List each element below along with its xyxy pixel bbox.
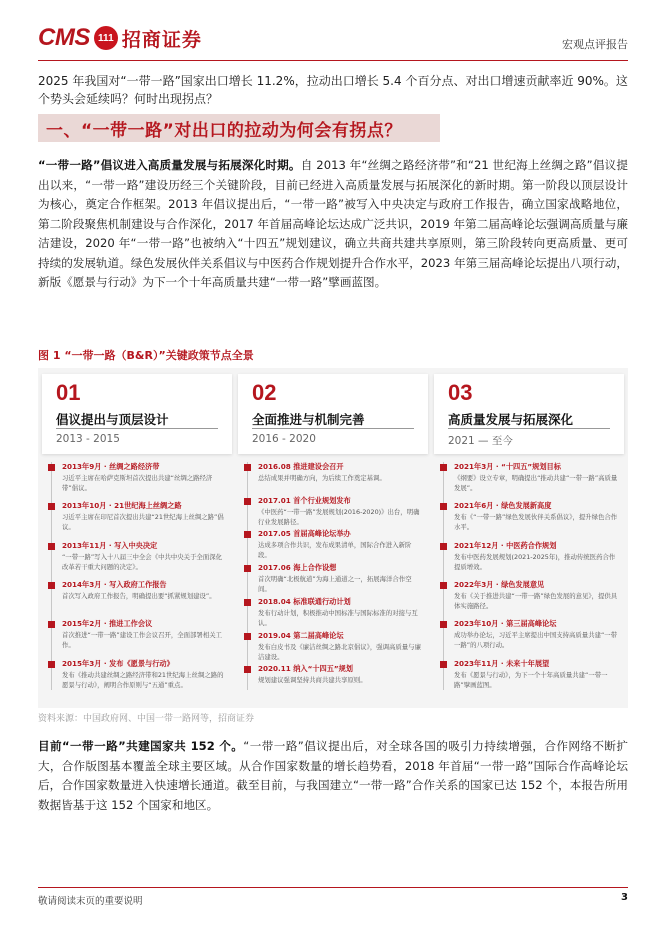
- event-heading: 2013年11月 · 写入中央决定: [62, 541, 158, 550]
- body-paragraph-2: [38, 737, 628, 815]
- logo-badge-icon: 111: [94, 26, 118, 50]
- phase-years: 2021 — 至今: [448, 435, 513, 447]
- timeline-marker-icon: [48, 464, 55, 471]
- event-heading: 2023年10月 · 第三届高峰论坛: [454, 619, 557, 628]
- event-description: 发布行动计划，积极推动中国标准与国际标准的对接与互认。: [258, 609, 418, 627]
- event-heading: 2013年10月 · 21世纪海上丝绸之路: [62, 501, 182, 510]
- timeline-event: [238, 597, 428, 631]
- event-heading: 2021年12月 · 中医药合作规划: [454, 541, 557, 550]
- event-heading: 2021年3月 · “十四五”规划目标: [454, 462, 561, 471]
- event-heading: 2018.04 标准联通行动计划: [258, 597, 351, 606]
- event-heading: 2016.08 推进建设会召开: [258, 462, 344, 471]
- event-description: 发布《“一带一路”绿色发展伙伴关系倡议》，提升绿色合作水平。: [454, 513, 618, 531]
- phase-card-2: [238, 374, 428, 454]
- timeline-marker-icon: [244, 531, 251, 538]
- timeline-event: [434, 580, 624, 619]
- phase-divider: [448, 428, 610, 429]
- timeline-event: [42, 462, 232, 501]
- timeline-event: [434, 462, 624, 501]
- page-number: 3: [621, 892, 628, 903]
- phase-number: 01: [56, 380, 81, 405]
- phase-2-timeline: [238, 462, 428, 702]
- timeline-marker-icon: [244, 633, 251, 640]
- phase-divider: [252, 428, 414, 429]
- event-heading: 2019.04 第二届高峰论坛: [258, 631, 344, 640]
- timeline-event: [42, 580, 232, 619]
- event-heading: 2017.01 首个行业规划发布: [258, 496, 351, 505]
- figure-title: 图 1 “一带一路（B&R）”关键政策节点全景: [38, 349, 254, 362]
- event-heading: 2017.05 首届高峰论坛举办: [258, 529, 351, 538]
- event-description: 总结成果并明确方向，为后续工作奠定基调。: [258, 474, 386, 482]
- phase-card-1: [42, 374, 232, 454]
- event-description: 发布中医药发展规划(2021-2025年)，推动传统医药合作提质增效。: [454, 553, 616, 571]
- timeline-marker-icon: [244, 498, 251, 505]
- event-heading: 2020.11 纳入“十四五”规划: [258, 664, 353, 673]
- timeline-event: [434, 541, 624, 580]
- timeline-event: [434, 619, 624, 658]
- timeline-marker-icon: [440, 503, 447, 510]
- timeline-event: [238, 496, 428, 530]
- section-title: 一、“一带一路”对出口的拉动为何会有拐点？: [46, 120, 402, 141]
- event-description: 发布《关于推进共建“一带一路”绿色发展的意见》，提供具体实施路径。: [454, 592, 618, 610]
- phase-3-timeline: [434, 462, 624, 702]
- event-description: 成功举办论坛，习近平主席提出中国支持高质量共建“一带一路”的八项行动。: [454, 631, 618, 649]
- event-description: 发布《推动共建丝绸之路经济带和21世纪海上丝绸之路的愿景与行动》，阐明合作原则与“五通”重点。: [62, 671, 224, 689]
- phase-1-timeline: [42, 462, 232, 702]
- phase-years: 2016 - 2020: [252, 433, 316, 445]
- event-description: 首次明确“北极航道”为海上通道之一，拓展海洋合作空间。: [258, 575, 412, 593]
- paragraph-2-body: “一带一路”倡议提出后，对全球各国的吸引力持续增强，合作网络不断扩大，合作版图基本覆盖全球主要区域。从合作国家数量的增长趋势看，2018 年首届“一带一路”国际合作高峰论坛后，合作国家数量进入快速增长通道。截至目前，与我国建立“一带一路”合作关系的国家已达 152 个，本报告所用数据皆基于这 152 个国家和地区。: [38, 739, 629, 812]
- event-heading: 2015年3月 · 发布《愿景与行动》: [62, 659, 174, 668]
- phase-divider: [56, 428, 218, 429]
- timeline-marker-icon: [48, 621, 55, 628]
- timeline-marker-icon: [440, 621, 447, 628]
- footer-divider: [38, 887, 628, 888]
- event-description: 发布《愿景与行动》，为下一个十年高质量共建“一带一路”擘画蓝图。: [454, 671, 608, 689]
- timeline-marker-icon: [48, 543, 55, 550]
- event-heading: 2017.06 海上合作设想: [258, 563, 337, 572]
- event-heading: 2014年3月 · 写入政府工作报告: [62, 580, 167, 589]
- page-header: [38, 22, 628, 56]
- company-name: 招商证券: [121, 28, 202, 51]
- phase-years: 2013 - 2015: [56, 433, 120, 445]
- timeline-marker-icon: [48, 582, 55, 589]
- paragraph-1-body: 自 2013 年“丝绸之路经济带”和“21 世纪海上丝绸之路”倡议提出以来，“一带一路”建设历经三个关键阶段，目前已经进入高质量发展与拓展深化的新时期。第一阶段以顶层设计为核心，奠定合作框架。2013 年倡议提出后，“一带一路”被写入中央决定与政府工作报告，确立国家战略地位，第二阶段聚焦机制建设与合作深化，2017 年首届高峰论坛达成广泛共识，2019 年第二届高峰论坛强调高质量与廉洁建设，2020 年“一带一路”也被纳入“十四五”规划建议，确立共商共建共享原则，第三阶段转向更高质量、更可持续的发展轨道。绿色发展伙伴关系倡议与中医药合作规划提升合作水平，2023 年第三届高峰论坛提出八项行动，新版《愿景与行动》为下一个十年高质量共建“一带一路”擘画蓝图。: [38, 158, 628, 289]
- phase-card-3: [434, 374, 624, 454]
- timeline-marker-icon: [244, 565, 251, 572]
- event-description: 习近平主席在哈萨克斯坦首次提出共建“丝绸之路经济带”倡议。: [62, 474, 213, 492]
- timeline-event: [434, 501, 624, 540]
- timeline-event: [434, 659, 624, 698]
- event-heading: 2023年11月 · 未来十年展望: [454, 659, 550, 668]
- timeline-event: [238, 529, 428, 563]
- timeline-marker-icon: [244, 599, 251, 606]
- timeline-marker-icon: [440, 464, 447, 471]
- paragraph-2-lead: 目前“一带一路”共建国家共 152 个。: [38, 739, 244, 753]
- paragraph-1-lead: “一带一路”倡议进入高质量发展与拓展深化时期。: [38, 158, 301, 172]
- timeline-marker-icon: [244, 666, 251, 673]
- policy-timeline-figure: [38, 368, 628, 708]
- event-heading: 2015年2月 · 推进工作会议: [62, 619, 153, 628]
- company-logo: [38, 24, 202, 52]
- event-description: “一带一路”写入十八届三中全会《中共中央关于全面深化改革若干重大问题的决定》。: [62, 553, 222, 571]
- timeline-marker-icon: [48, 503, 55, 510]
- timeline-event: [238, 563, 428, 597]
- event-heading: 2022年3月 · 绿色发展意见: [454, 580, 545, 589]
- timeline-event: [42, 541, 232, 580]
- section-heading-bar: [38, 114, 440, 142]
- phase-title: 高质量发展与拓展深化: [448, 412, 574, 427]
- timeline-event: [238, 664, 428, 698]
- phase-number: 03: [448, 380, 473, 405]
- timeline-marker-icon: [440, 582, 447, 589]
- event-heading: 2013年9月 · 丝绸之路经济带: [62, 462, 160, 471]
- intro-paragraph: 2025 年我国对“一带一路”国家出口增长 11.2%，拉动出口增长 5.4 个百分点、对出口增速贡献率近 90%。这个势头会延续吗？何时出现拐点？: [38, 74, 628, 106]
- event-description: 《中医药“一带一路”发展规划(2016-2020)》出台，明确行业发展路径。: [258, 508, 420, 526]
- phase-title: 倡议提出与顶层设计: [56, 412, 169, 427]
- phase-title: 全面推进与机制完善: [252, 412, 365, 427]
- phase-number: 02: [252, 380, 277, 405]
- event-description: 首次写入政府工作报告，明确提出要“抓紧规划建设”。: [62, 592, 216, 600]
- event-heading: 2021年6月 · 绿色发展新高度: [454, 501, 552, 510]
- header-divider: [38, 60, 628, 61]
- timeline-marker-icon: [440, 543, 447, 550]
- event-description: 规划建议强调坚持共商共建共享原则。: [258, 676, 367, 684]
- timeline-marker-icon: [440, 661, 447, 668]
- timeline-marker-icon: [48, 661, 55, 668]
- event-description: 发布白皮书及《廉洁丝绸之路北京倡议》，强调高质量与廉洁建设。: [258, 643, 421, 661]
- logo-text: CMS: [38, 24, 90, 51]
- body-paragraph-1: [38, 156, 628, 293]
- disclaimer-note: 敬请阅读末页的重要说明: [38, 896, 143, 907]
- timeline-event: [42, 659, 232, 698]
- event-description: 习近平主席在印尼首次提出共建“21世纪海上丝绸之路”倡议。: [62, 513, 224, 531]
- timeline-marker-icon: [244, 464, 251, 471]
- timeline-event: [238, 462, 428, 496]
- report-type: 宏观点评报告: [562, 38, 628, 51]
- timeline-event: [42, 619, 232, 658]
- timeline-event: [42, 501, 232, 540]
- event-description: 《纲要》设立专章，明确提出“推动共建“一带一路”高质量发展”。: [454, 474, 618, 492]
- figure-source: 资料来源：中国政府网、中国一带一路网等，招商证券: [38, 714, 255, 724]
- timeline-event: [238, 631, 428, 665]
- event-description: 达成多项合作共识，发布成果清单，国际合作进入新阶段。: [258, 541, 412, 559]
- event-description: 首次推进“一带一路”建设工作会议召开，全面部署相关工作。: [62, 631, 222, 649]
